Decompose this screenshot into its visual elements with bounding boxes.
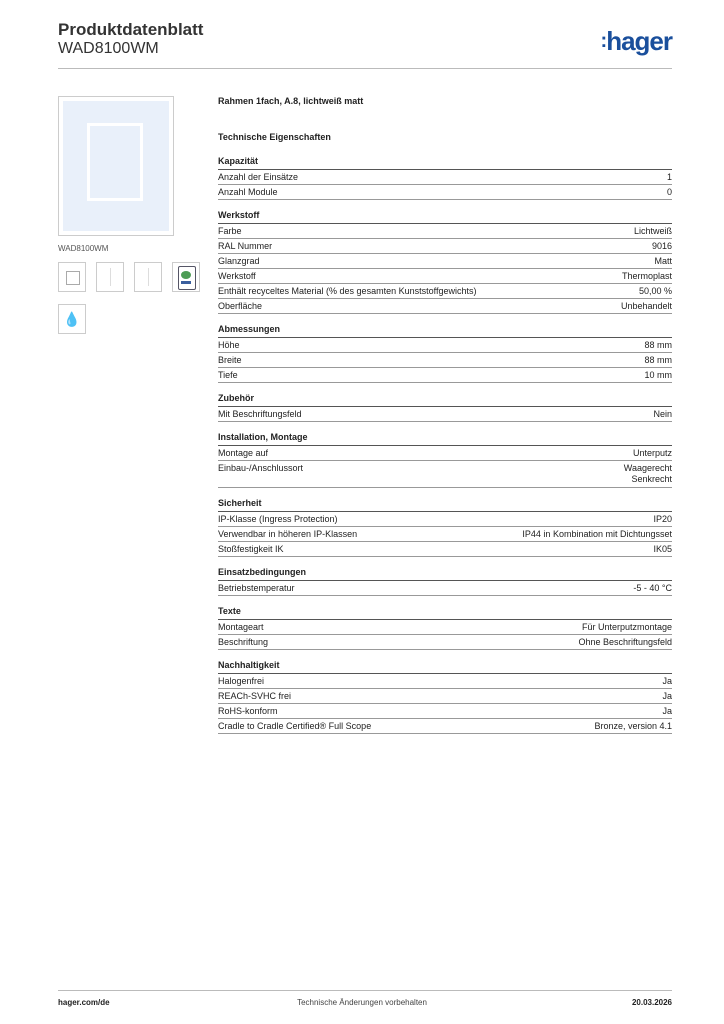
spec-row bbox=[218, 704, 672, 719]
spec-label: Verwendbar in höheren IP-Klassen bbox=[218, 529, 358, 539]
spec-value: Unbehandelt bbox=[620, 301, 672, 311]
footer-date: 20.03.2026 bbox=[631, 998, 672, 1007]
spec-label: Halogenfrei bbox=[218, 676, 265, 686]
section-title: Werkstoff bbox=[218, 210, 672, 224]
spec-label: Farbe bbox=[218, 226, 242, 236]
section-title: Texte bbox=[218, 606, 672, 620]
spec-label: Cradle to Cradle Certified® Full Scope bbox=[218, 721, 372, 731]
spec-section bbox=[218, 393, 672, 422]
spec-section bbox=[218, 156, 672, 200]
spec-row bbox=[218, 581, 672, 596]
spec-value: Matt bbox=[654, 256, 672, 266]
spec-value: IP20 bbox=[653, 514, 672, 524]
spec-value: 10 mm bbox=[644, 370, 672, 380]
header-divider bbox=[58, 68, 672, 69]
spec-value-line: Waagerecht bbox=[623, 463, 672, 473]
spec-value: -5 - 40 °C bbox=[633, 583, 672, 593]
hager-logo: :hager bbox=[600, 26, 672, 56]
spec-row bbox=[218, 461, 672, 488]
spec-value-line: Senkrecht bbox=[631, 474, 672, 484]
spec-row bbox=[218, 512, 672, 527]
spec-label: Oberfläche bbox=[218, 301, 263, 311]
spec-value: Unterputz bbox=[632, 448, 672, 458]
spec-value: Lichtweiß bbox=[633, 226, 672, 236]
product-code: WAD8100WM bbox=[58, 40, 159, 57]
spec-label: Einbau-/Anschlussort bbox=[218, 463, 304, 473]
spec-row bbox=[218, 542, 672, 557]
product-image bbox=[58, 96, 174, 236]
spec-value: Ja bbox=[662, 691, 672, 701]
spec-section bbox=[218, 432, 672, 488]
spec-value: 50,00 % bbox=[638, 286, 672, 296]
spec-content bbox=[218, 96, 672, 744]
spec-section bbox=[218, 660, 672, 734]
footer-divider bbox=[58, 990, 672, 991]
spec-row bbox=[218, 239, 672, 254]
spec-section bbox=[218, 498, 672, 557]
c2c-certificate-icon[interactable] bbox=[172, 262, 200, 292]
spec-value: 88 mm bbox=[644, 340, 672, 350]
spec-value: Ohne Beschriftungsfeld bbox=[578, 637, 672, 647]
spec-label: IP-Klasse (Ingress Protection) bbox=[218, 514, 338, 524]
spec-label: Mit Beschriftungsfeld bbox=[218, 409, 302, 419]
footer-disclaimer: Technische Änderungen vorbehalten bbox=[297, 998, 427, 1007]
spec-section bbox=[218, 210, 672, 314]
thumbnail-side-icon[interactable] bbox=[96, 262, 124, 292]
spec-row bbox=[218, 284, 672, 299]
spec-label: RoHS-konform bbox=[218, 706, 278, 716]
page-title: Produktdatenblatt bbox=[58, 20, 204, 39]
spec-section bbox=[218, 324, 672, 383]
spec-label: Anzahl der Einsätze bbox=[218, 172, 299, 182]
ip-drops-icon: 💧 bbox=[58, 304, 86, 334]
spec-row bbox=[218, 269, 672, 284]
spec-value bbox=[624, 463, 672, 485]
spec-label: Tiefe bbox=[218, 370, 238, 380]
spec-row bbox=[218, 689, 672, 704]
spec-row bbox=[218, 620, 672, 635]
spec-label: Glanzgrad bbox=[218, 256, 260, 266]
section-title: Nachhaltigkeit bbox=[218, 660, 672, 674]
spec-value: Ja bbox=[662, 706, 672, 716]
spec-row bbox=[218, 635, 672, 650]
spec-row bbox=[218, 527, 672, 542]
product-description: Rahmen 1fach, A.8, lichtweiß matt bbox=[218, 96, 364, 106]
spec-row bbox=[218, 674, 672, 689]
spec-label: Breite bbox=[218, 355, 242, 365]
spec-section bbox=[218, 567, 672, 596]
section-title: Zubehör bbox=[218, 393, 672, 407]
spec-row bbox=[218, 224, 672, 239]
spec-row bbox=[218, 299, 672, 314]
spec-value: IK05 bbox=[653, 544, 672, 554]
thumbnail-front-icon[interactable] bbox=[58, 262, 86, 292]
spec-label: Werkstoff bbox=[218, 271, 256, 281]
spec-section bbox=[218, 606, 672, 650]
section-title: Kapazität bbox=[218, 156, 672, 170]
spec-label: Höhe bbox=[218, 340, 240, 350]
spec-value: Nein bbox=[653, 409, 672, 419]
spec-label: Anzahl Module bbox=[218, 187, 278, 197]
spec-row bbox=[218, 446, 672, 461]
image-caption: WAD8100WM bbox=[58, 244, 109, 253]
footer-website[interactable]: hager.com/de bbox=[58, 998, 110, 1007]
spec-row bbox=[218, 368, 672, 383]
spec-row bbox=[218, 338, 672, 353]
spec-label: Montageart bbox=[218, 622, 264, 632]
thumbnail-profile-icon[interactable] bbox=[134, 262, 162, 292]
spec-row bbox=[218, 185, 672, 200]
spec-row bbox=[218, 170, 672, 185]
section-title: Sicherheit bbox=[218, 498, 672, 512]
spec-sections bbox=[218, 156, 672, 734]
spec-value: Ja bbox=[662, 676, 672, 686]
logo-text: hager bbox=[606, 26, 672, 56]
section-title: Einsatzbedingungen bbox=[218, 567, 672, 581]
spec-value: 0 bbox=[666, 187, 672, 197]
frame-opening bbox=[87, 123, 143, 201]
tech-heading: Technische Eigenschaften bbox=[218, 132, 331, 142]
spec-row bbox=[218, 353, 672, 368]
spec-label: REACh-SVHC frei bbox=[218, 691, 292, 701]
spec-row bbox=[218, 719, 672, 734]
section-title: Installation, Montage bbox=[218, 432, 672, 446]
spec-value: IP44 in Kombination mit Dichtungsset bbox=[522, 529, 672, 539]
spec-label: Montage auf bbox=[218, 448, 269, 458]
spec-label: Stoßfestigkeit IK bbox=[218, 544, 284, 554]
spec-value: Für Unterputzmontage bbox=[581, 622, 672, 632]
spec-label: Betriebstemperatur bbox=[218, 583, 295, 593]
spec-row bbox=[218, 407, 672, 422]
spec-value: 1 bbox=[666, 172, 672, 182]
spec-value: 88 mm bbox=[644, 355, 672, 365]
spec-row bbox=[218, 254, 672, 269]
section-title: Abmessungen bbox=[218, 324, 672, 338]
spec-label: Beschriftung bbox=[218, 637, 269, 647]
spec-value: Bronze, version 4.1 bbox=[594, 721, 672, 731]
spec-label: Enthält recyceltes Material (% des gesamten Kunststoffgewichts) bbox=[218, 286, 477, 296]
spec-value: 9016 bbox=[651, 241, 672, 251]
spec-value: Thermoplast bbox=[621, 271, 672, 281]
spec-label: RAL Nummer bbox=[218, 241, 273, 251]
